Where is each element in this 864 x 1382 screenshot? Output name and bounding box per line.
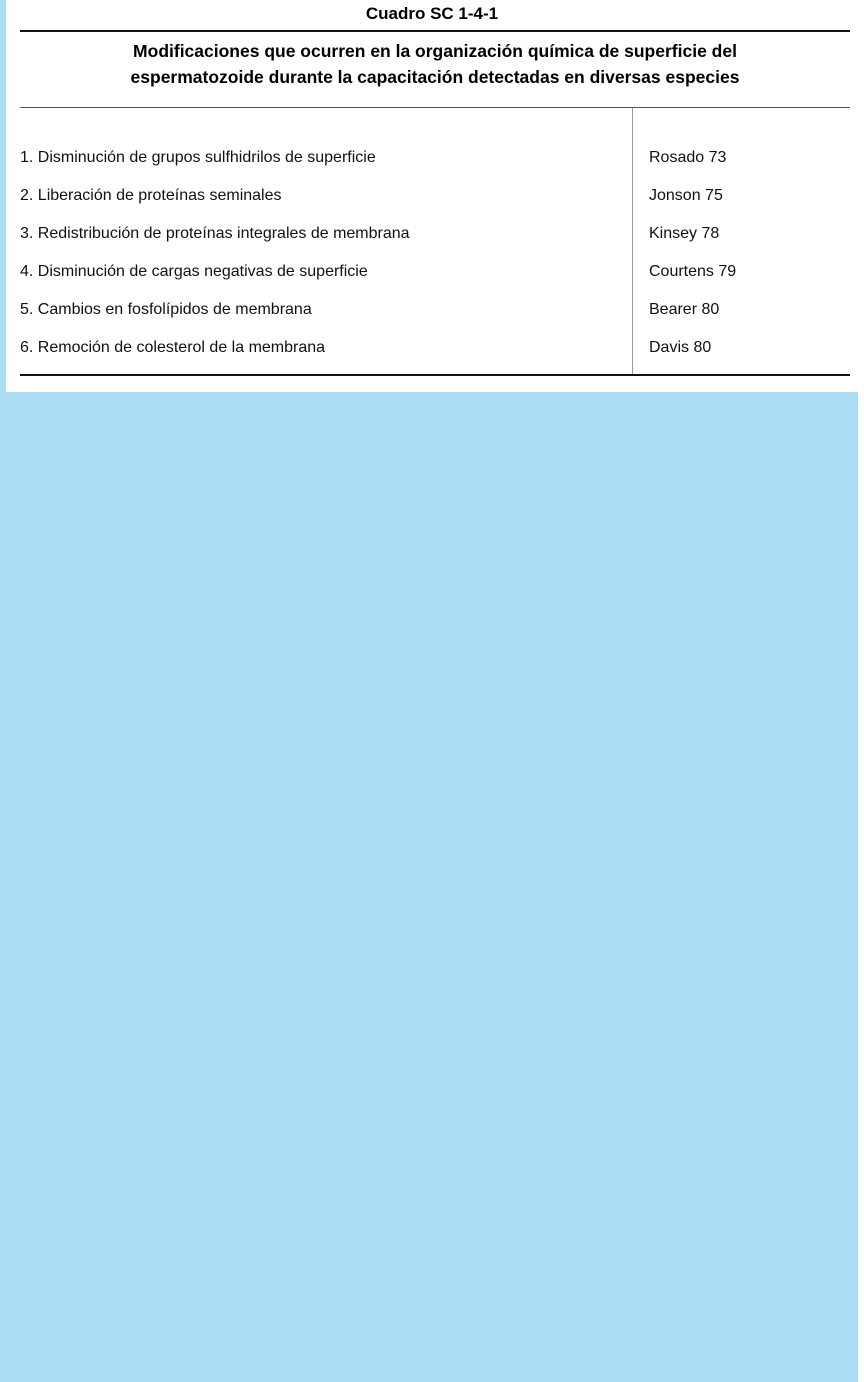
table xyxy=(20,30,850,376)
row-item: 3. Redistribución de proteínas integrales de membrana xyxy=(20,225,410,242)
table-row xyxy=(20,332,850,370)
table-top-rule xyxy=(20,30,850,32)
background-area xyxy=(0,392,858,1382)
table-bottom-rule xyxy=(20,374,850,376)
table-body xyxy=(20,142,850,370)
row-item: 4. Disminución de cargas negativas de superficie xyxy=(20,263,368,280)
row-reference: Jonson 75 xyxy=(649,187,723,204)
table-heading-line-1: Modificaciones que ocurren en la organización química de superficie del xyxy=(133,41,737,61)
table-row xyxy=(20,218,850,256)
row-reference: Kinsey 78 xyxy=(649,225,720,242)
table-row xyxy=(20,294,850,332)
row-item: 5. Cambios en fosfolípidos de membrana xyxy=(20,301,312,318)
row-reference: Rosado 73 xyxy=(649,149,727,166)
background-right-strip xyxy=(858,0,864,392)
row-item: 6. Remoción de colesterol de la membrana xyxy=(20,339,326,356)
table-header-rule xyxy=(20,107,850,108)
table-row xyxy=(20,256,850,294)
row-item: 1. Disminución de grupos sulfhidrilos de superficie xyxy=(20,149,376,166)
table-row xyxy=(20,142,850,180)
table-figure xyxy=(6,0,858,392)
table-row xyxy=(20,180,850,218)
row-reference: Bearer 80 xyxy=(649,301,720,318)
table-heading-line-2: espermatozoide durante la capacitación detectadas en diversas especies xyxy=(130,67,740,87)
row-reference: Courtens 79 xyxy=(649,263,737,280)
table-heading xyxy=(20,38,850,90)
row-reference: Davis 80 xyxy=(649,339,712,356)
figure-caption: Cuadro SC 1-4-1 xyxy=(365,4,499,23)
row-item: 2. Liberación de proteínas seminales xyxy=(20,187,282,204)
